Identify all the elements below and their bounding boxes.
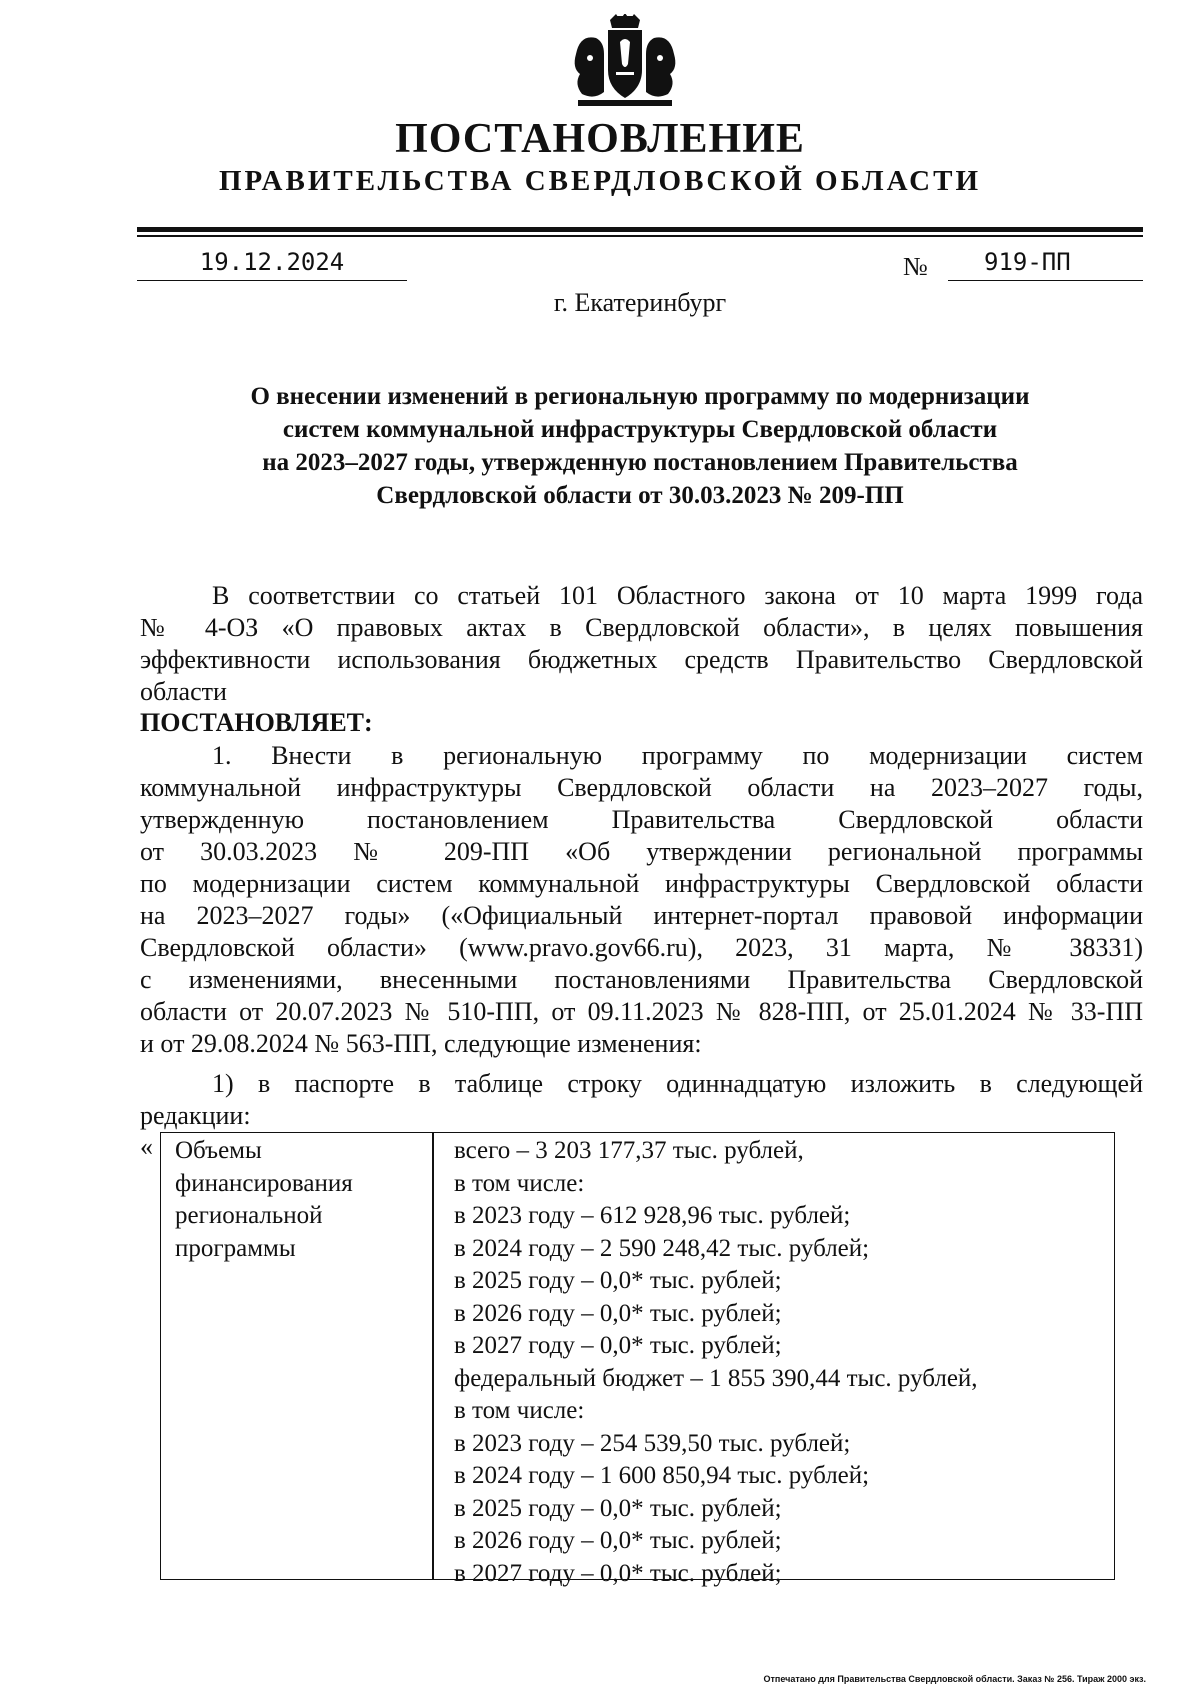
subject-line: систем коммунальной инфраструктуры Свердловской области [282,416,998,443]
text-line: области от 20.07.2023 № 510-ПП, от 09.11.2023 № 828-ПП, от 25.01.2024 № 33-ПП [140,997,1143,1026]
header-rule-thick [137,227,1143,232]
item-1-paragraph [140,740,1143,1060]
value-line: в 2024 году – 2 590 248,42 тыс. рублей; [454,1234,870,1262]
text-line: на 2023–2027 годы» («Официальный интернет-портал правовой информации [140,901,1143,930]
text-line: с изменениями, внесенными постановлениями Правительства Свердловской [140,965,1143,994]
text-line: по модернизации систем коммунальной инфраструктуры Свердловской области [140,869,1143,898]
issuer-subtitle: ПРАВИТЕЛЬСТВА СВЕРДЛОВСКОЙ ОБЛАСТИ [218,165,982,197]
document-city: г. Екатеринбург [553,288,727,317]
document-type-title: ПОСТАНОВЛЕНИЕ [395,116,805,162]
text-line: Свердловской области» (www.pravo.gov66.ru), 2023, 31 марта, № 38331) [140,933,1143,962]
value-line: в 2025 году – 0,0* тыс. рублей; [454,1267,782,1294]
text-line: № 4-ОЗ «О правовых актах в Свердловской области», в целях повышения [140,613,1143,642]
text-line: 1) в паспорте в таблице строку одиннадцатую изложить в следующей [212,1069,1143,1098]
label-line: финансирования [175,1169,353,1197]
text-line: эффективности использования бюджетных средств Правительство Свердловской [140,645,1143,674]
funding-table [160,1132,1115,1587]
table-row-label [175,1135,425,1265]
preamble-paragraph [140,580,1143,708]
table-column-divider [432,1133,434,1579]
number-underline [948,280,1143,281]
value-line: в 2024 году – 1 600 850,94 тыс. рублей; [454,1462,870,1489]
text-line: редакции: [140,1101,251,1130]
value-line: в 2023 году – 254 539,50 тыс. рублей; [454,1429,851,1457]
value-line: в том числе: [454,1169,585,1197]
text-line: и от 29.08.2024 № 563-ПП, следующие изменения: [140,1029,702,1058]
subitem-1-paragraph [140,1068,1143,1132]
number-sign: № [903,252,928,281]
text-line: 1. Внести в региональную программу по модернизации систем [212,741,1143,770]
date-underline [137,280,407,281]
text-line: коммунальной инфраструктуры Свердловской области на 2023–2027 годы, [140,773,1143,802]
label-line: региональной [175,1202,323,1229]
value-line: федеральный бюджет – 1 855 390,44 тыс. рублей, [454,1364,978,1392]
subject-line: Свердловской области от 30.03.2023 № 209-ПП [376,482,904,509]
header-rule-thin [137,235,1143,237]
resolves-heading: ПОСТАНОВЛЯЕТ: [140,708,373,737]
value-line: в 2026 году – 0,0* тыс. рублей; [454,1299,782,1327]
value-line: в 2023 году – 612 928,96 тыс. рублей; [454,1202,851,1229]
value-line: в 2025 году – 0,0* тыс. рублей; [454,1494,782,1522]
coat-of-arms-icon [570,14,680,110]
value-line: в 2026 году – 0,0* тыс. рублей; [454,1527,782,1554]
label-line: Объемы [175,1137,262,1164]
label-line: программы [175,1234,296,1262]
text-line: области [140,677,227,706]
subject-line: О внесении изменений в региональную программу по модернизации [250,383,1030,410]
table-row-value [454,1135,1104,1590]
text-line: от 30.03.2023 № 209-ПП «Об утверждении региональной программы [140,837,1143,866]
subject-line: на 2023–2027 годы, утвержденную постановлением Правительства [262,449,1018,476]
document-subject [170,380,1110,512]
document-date: 19.12.2024 [199,248,345,276]
value-line: всего – 3 203 177,37 тыс. рублей, [454,1137,804,1164]
value-line: в том числе: [454,1397,585,1424]
text-line: утвержденную постановлением Правительства Свердловской области [140,805,1143,834]
print-footer: Отпечатано для Правительства Свердловской области. Заказ № 256. Тираж 2000 экз. [763,1674,1146,1684]
opening-quote: « [140,1132,153,1161]
document-number: 919-ПП [984,248,1071,276]
value-line: в 2027 году – 0,0* тыс. рублей; [454,1559,782,1587]
text-line: В соответствии со статьей 101 Областного закона от 10 марта 1999 года [212,581,1143,610]
value-line: в 2027 году – 0,0* тыс. рублей; [454,1332,782,1359]
